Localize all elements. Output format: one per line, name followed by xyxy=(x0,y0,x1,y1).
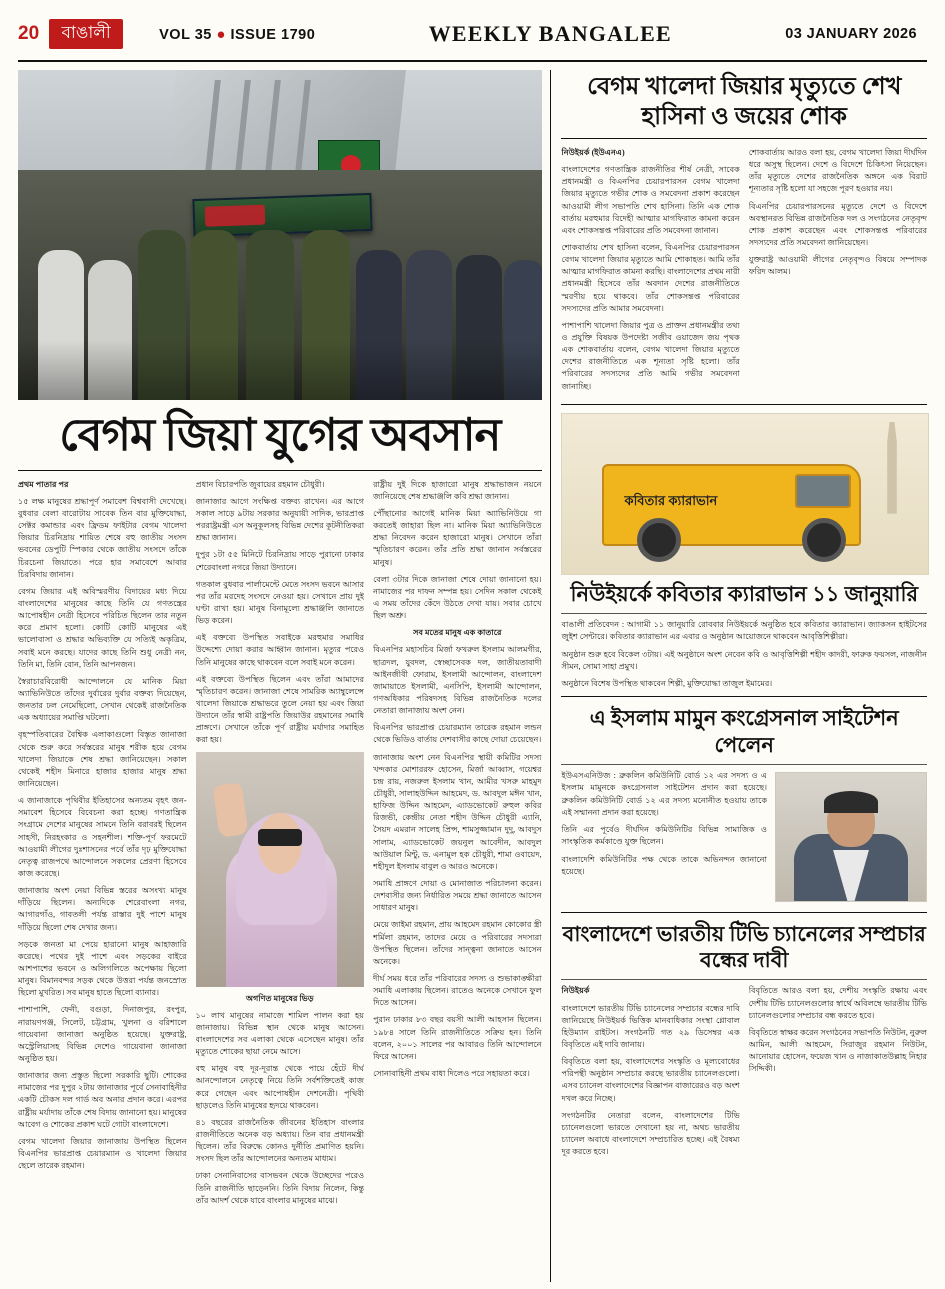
paragraph: বেগম খালেদা জিয়ার জানাজায় উপস্থিত ছিলেন বিএনপির ভারপ্রাপ্ত চেয়ারম্যান ও খালেদা জিয়ার ছেলে তারেক রহমান। xyxy=(18,1136,187,1171)
paragraph: এই বক্তব্যে উপস্থিত ছিলেন এবং তাঁরা আমাদের স্মৃতিচারণ করেন। জানাজা শেষে সামরিক অ্যাম্বুলেন্সে খালেদা জিয়াকে শ্রদ্ধাভরে তুলে নেয়া হয় এবং জিয়া উদ্যানে তাঁর স্বামী রাষ্ট্রপতি জিয়াউর রহমানের সমাধি প্রাঙ্গণে। সেখানে তাঁকে পূর্ণ রাষ্ট্রীয় মর্যাদার সমাহিত করা হয়। xyxy=(195,674,365,745)
column-continuation-note: প্রথম পাতার পর xyxy=(18,479,69,489)
mamun-portrait xyxy=(775,772,927,902)
publication-title: WEEKLY BANGALEE xyxy=(428,21,672,46)
paragraph: সড়কে জনতা মা পেয়ে হারানো মানুষ আহাজারি করেছে। পথের দুই পাশে এবং সড়কের বাইরে আশপাশের ভবনে ও অলিগলিতে অপেক্ষায় ছিলো মানুষ। বিমানবন্দর সড়ক থেকে উত্তরা পর্যন্ত জনস্রোত ছিলো মুখরিত। সব মানুষ হাতে ছিলো ব্যানার। xyxy=(18,939,187,998)
paragraph: বাংলাদেশের গণতান্ত্রিক রাজনীতির শীর্ষ নেত্রী, সাবেক প্রধানমন্ত্রী ও বিএনপির চেয়ারপারসন বেগম খালেদা জিয়ার মৃত্যুতে গভীর শোক ও সমবেদনা প্রকাশ করেছেন আওয়ামী লীগ সভাপতি শেখ হাসিনা। তিনি এক শোক বার্তায় মরহুমার বিদেহী আত্মার মাগফিরাত কামনা করেন এবং শোকসন্তপ্ত পরিবারের প্রতি সমবেদনা জানান। xyxy=(561,165,740,235)
story3-headline: এ ইসলাম মামুন কংগ্রেসনাল সাইটেশন পেলেন xyxy=(589,706,899,757)
van-wheel xyxy=(637,518,681,562)
volume-label: VOL 35 xyxy=(159,26,212,43)
page-body xyxy=(18,70,927,1282)
paragraph: এই বক্তব্যে উপস্থিত সবাইকে মরহুমার সমাধির উদ্দেশ্যে দোয়া করার আহ্বান জানান। মৃত্যুর পরেও তিনি মানুষের কাছে থাকবেন বলে সবাই মনে করেন। xyxy=(195,633,365,667)
story1-column-1 xyxy=(561,147,739,398)
paragraph: বাংলাদেশে ভারতীয় টিভি চ্যানেলের সম্প্রচার বন্ধের দাবি জানিয়েছে নিউইয়র্ক ভিত্তিক মানবাধিকার সংস্থা গ্লোবাল হিউম্যান রাইটস। সংগঠনটি গত ২৯ ডিসেম্বর এক বিবৃতিতে এই দাবি জানায়। xyxy=(561,1003,740,1049)
page-number: 20 xyxy=(18,23,40,44)
khaleda-zia-portrait xyxy=(196,752,365,987)
story-column-2 xyxy=(196,479,365,1212)
story2-rule xyxy=(561,613,927,614)
paragraph: সোনাবাহিনী প্রথম বাধা দিলেও পরে সহায়তা করে। xyxy=(373,1068,530,1078)
photo-shade xyxy=(18,340,542,400)
paragraph: ১৫ লক্ষ মানুষের শ্রদ্ধাপূর্ণ সমাবেশ বিশ্ববাসী দেখেছে। বুধবার বেলা বারোটায় সাবেক তিন বার মুক্তিযোদ্ধা, সেক্টর কমান্ডার এবং ফ্রিডম ফাইটার বেগম খালেদা জিয়ার চিরনিদ্রায় শায়িত শেষে বহু জাতীয় সংসদ ভবনের ডেপুটি স্পিকার থেকে জাতীয় সংসদে তাঁকে চিরচেনা জিয়াতে। পরে হার সমাবেশে আবার চিরবিদায় জানান। xyxy=(18,496,187,579)
story1-body xyxy=(561,147,927,398)
paragraph: বৃহস্পতিবারের বৈশ্বিক এলাকাগুলো বিস্তৃত জানাজা থেকে শুরু করে সর্বস্তরের মানুষ শরীক হয়ে বেগম খালেদা জিয়াকে শেষ শ্রদ্ধা জানিয়েছেন। সকাল থেকেই শহীদ মিনারে হাজার হাজার মানুষ শ্রদ্ধা জানিয়েছেন। xyxy=(18,730,187,788)
paragraph: পৌঁছানোর আগেই মানিক মিয়া অ্যাভিনিউয়ে গা করতেই জাহারা ছিল না। মানিক মিয়া অ্যাভিনিউতে শ্রদ্ধা নিবেদন করেন হাজারো মানুষ। সেখানে তাঁরা স্মৃতিচারণ করেন। তাঁর প্রতি শ্রদ্ধা জানান সর্বস্তরের মানুষ। xyxy=(373,509,542,567)
section-rule-2 xyxy=(561,696,927,697)
paragraph: ঢাকা সেনানিবাসের বাসভবন থেকে উচ্ছেদের পরেও তিনি রাজনীতি ছাড়েননি। তিনি বিদায় নিলেন, কিন্তু তাঁর আদর্শ থেকে যাবে বাংলার মানুষের মাঝে। xyxy=(195,1171,365,1205)
paragraph: অনুষ্ঠান শুরু হবে বিকেল ৩টায়। এই অনুষ্ঠানে অংশ নেবেন কবি ও আবৃত্তিশিল্পী শহীদ কাদরী, ফারুক ফয়সল, নাজনীন সীমন, সোমা সাহা প্রমুখ। xyxy=(561,649,927,671)
paragraph: দীর্ঘ সময় ধরে তাঁর পরিবারের সদস্য ও শুভাকাঙ্ক্ষীরা সমাধি এলাকায় ছিলেন। রাতেও অনেকে সেখানে ফুল দিতে আসেন। xyxy=(373,973,542,1008)
story-column-1 xyxy=(18,479,187,1212)
main-column xyxy=(18,70,542,1282)
publication-logo: বাঙালী xyxy=(49,19,123,49)
story-column-3 xyxy=(373,479,542,1212)
paragraph: রাষ্ট্রীয় দুই দিকে হাজারো মানুষ শ্রদ্ধাভাজন নয়নে জানিয়েছে শেষ শ্রদ্ধাঞ্জলি কবি শ্রদ্ধা জানান। xyxy=(373,479,542,501)
paragraph: অনুষ্ঠানে বিশেষ উপস্থিত থাকবেন শিল্পী, মুক্তিযোদ্ধা তাজুল ইমামের। xyxy=(561,679,773,689)
dateline: নিউইয়র্ক xyxy=(561,986,590,996)
publication-date: 03 JANUARY 2026 xyxy=(785,26,917,42)
paragraph: দুপুর ১টা ৫৫ মিনিটে চিরনিদ্রায় সাড়ে পুরানো ঢাকার শেরেবাংলা নগরে জিয়া উদ্যানে। xyxy=(195,550,365,572)
paragraph: ১০ লাখ মানুষের নামাজে শামিল পালন করা হয় জানাজায়। বিভিন্ন স্থান থেকে মানুষ আসেন। বাংলাদেশের সব এলাকা থেকে এসেছেন মানুষ। তাঁর মৃত্যুতে শোকের ছায়া নেমে আসে। xyxy=(195,1010,365,1057)
van-wheel xyxy=(802,518,846,562)
story3-body xyxy=(561,770,927,906)
lead-headline: বেগম জিয়া যুগের অবসান xyxy=(59,410,501,460)
paragraph: বাংলাদেশি কমিউনিটির পক্ষ থেকে তাকে অভিনন্দন জানানো হয়েছে। xyxy=(561,854,767,876)
paragraph: বাঙালী প্রতিবেদন : আগামী ১১ জানুয়ারি রোববার নিউইয়র্কে অনুষ্ঠিত হবে কবিতার ক্যারাভান। জ্যাকসন হাইটসের জুইশ সেন্টারে। কবিতার ক্যারাভান এর এবার ও অনুষ্ঠান আয়োজনে থাকবেন আবৃত্তিশিল্পীরা। xyxy=(561,619,927,642)
paragraph: ৪১ বছরের রাজনৈতিক জীবনের ইতিহাস বাংলার রাজনীতিতে অনেক বড় অধ্যায়। তিন বার প্রধানমন্ত্রী ছিলেন। তাঁর বিরুদ্ধে কোনও দুর্নীতি প্রমাণিত হয়নি। সংসদ ছিল তাঁর আন্দোলনের অন্যতম মাধ্যম। xyxy=(195,1117,365,1164)
story4-rule xyxy=(561,979,927,980)
side-column xyxy=(550,70,927,1282)
portrait-hair xyxy=(824,791,878,813)
paragraph: জানাজায় অংশ নেন বিএনপির স্থায়ী কমিটির সদস্য খন্দকার মোশাররফ হোসেন, মির্জা আব্বাস, গয়েশ্বর চন্দ্র রায়, নজরুল ইসলাম খান, আমীর খসরু মাহমুদ চৌধুরী, সালাহউদ্দিন আহমেদ, ড. আবদুল মঈন খান, হাফিজ উদ্দিন আহমেদ, এ্যাডভোকেট রুহুল কবির রিজভী, কেন্দ্রীয় নেতা শহীদ উদ্দিন চৌধুরী এ্যানি, সৈয়দ এমরান সালেহ প্রিন্স, শামসুজ্জামান দুদু, আবদুস সালাম, এ্যাডভোকেট জয়নুল আবেদীন, আবদুল আউয়াল মিন্টু, ড. এনামুল হক চৌধুরী, শামা ওবায়েদ, শহীদুল ইসলাম বাবুল ও আরও অনেকে। xyxy=(373,752,542,871)
headline-rule xyxy=(18,470,542,471)
paragraph: পুরান ঢাকার ৮৩ বছর বয়সী আলী আহসান ছিলেন। ১৯৮৪ সালে তিনি রাজনীতিতে সক্রিয় হন। তিনি বলেন, ২০০১ সালের পর আবারও তিনি আন্দোলনে ফিরে আসেন। xyxy=(373,1015,542,1061)
paragraph: বিবৃতিতে স্বাক্ষর করেন সংগঠনের সভাপতি নিউটন, নুরুল আমিন, আলী আহমেদ, সিরাজুর রহমান নিউটন, আনোয়ার হোসেন, ফয়েজ খান ও নাজাকাতউল্লাহ নিহার সিদ্দিকী। xyxy=(748,1027,928,1074)
paragraph: বিবৃতিতে বলা হয়, বাংলাদেশের সংস্কৃতি ও মূল্যবোধের পরিপন্থী অনুষ্ঠান সম্প্রচার করছে ভারতীয় চ্যানেলগুলো। এসব চ্যানেল বাংলাদেশের বিজ্ঞাপন বাজারেরও বড় অংশ দখল করে নিচ্ছে। xyxy=(561,1057,740,1103)
paragraph: জানাজায় অংশ নেয়া বিভিন্ন স্তরের অসংখ্য মানুষ দাঁড়িয়ে ছিলেন। অন্যদিকে শেরেবাংলা নগর, আগারগাঁও, গাবতলী পর্যন্ত রাস্তার দুই পাশে মানুষ দাঁড়িয়ে ছিলো শেষ দেখার জন্য। xyxy=(18,886,187,932)
story4-column-1 xyxy=(561,985,739,1163)
paragraph: ইউএসএনিউজ : ব্রুকলিন কমিউনিটি বোর্ড ১২ এর সদস্য ও এ ইসলাম মামুনকে কংগ্রেসনাল সাইটেশন প্রদান করা হয়েছে। ব্রুকলিন কমিউনিটি বোর্ড ১২ এর সদস্য মনোনীত হওয়ায় তাকে এই সম্মাননা প্রদান করা হয়েছে। xyxy=(561,770,767,817)
story4-body xyxy=(561,985,927,1163)
paragraph: পাশাপাশি, ফেনী, বগুড়া, দিনাজপুর, রংপুর, নারায়ণগঞ্জ, সিলেট, চট্টগ্রাম, খুলনা ও বরিশালে গায়েবানা জানাজা অনুষ্ঠিত হয়েছে। যুক্তরাষ্ট্র, অস্ট্রেলিয়াসহ বিভিন্ন দেশেও গায়েবানা জানাজা অনুষ্ঠিত হয়। xyxy=(18,1005,187,1063)
story3-rule xyxy=(561,764,927,765)
paragraph: মেয়ে জাইমা রহমান, প্রায় আহমেদ রহমান কোকোর স্ত্রী শর্মিলা রহমান, তাদের মেয়ে ও পরিবারের সদস্যরা উপস্থিত ছিলেন। তাঁদের সান্ত্বনা জানাতে আসেন অনেকে। xyxy=(373,920,542,966)
paragraph: বেগম জিয়ার এই অবিস্মরণীয় বিদায়ের মধ্য দিয়ে বাংলাদেশের মানুষের কাছে তিনি যে গণতন্ত্রের আপোষহীন নেত্রী হিসেবে পরিচিত ছিলেন তার নতুন করে প্রমাণ হলো। কোটি কোটি মানুষের এই ভালোবাসা ও শ্রদ্ধার অভিব্যক্তি যে সত্যিই অকৃত্রিম, সবাই মনে করছে। যাদের কাছে তিনি শুধু নেত্রী নন, তিনি মা, তিনি বোন, তিনি আপনজন। xyxy=(18,586,187,669)
paragraph: বিবৃতিতে আরও বলা হয়, দেশীয় সংস্কৃতি রক্ষায় এবং দেশীয় টিভি চ্যানেলগুলোর স্বার্থে অবিলম্বে ভারতীয় টিভি চ্যানেলগুলোর সম্প্রচার বন্ধ করতে হবে। xyxy=(748,986,928,1020)
paragraph: বিএনপির মহাসচিব মির্জা ফখরুল ইসলাম আলমগীর, ছাত্রদল, যুবদল, স্বেচ্ছাসেবক দল, জাতীয়তাবাদী আইনজীবী ফোরাম, ইসলামী আন্দোলন, বাংলাদেশ জামায়াতে ইসলামী, এনসিপি, ইসলামী আন্দোলন, গণঅধিকার পরিষদসহ বিভিন্ন রাজনৈতিক দলের নেতারা জানাজায় অংশ নেন। xyxy=(373,645,542,716)
paragraph: শোকবার্তায় শেখ হাসিনা বলেন, বিএনপির চেয়ারপারসন বেগম খালেদা জিয়ার মৃত্যুতে আমি শোকাহত। আমি তাঁর আত্মার মাগফিরাত কামনা করছি। বাংলাদেশের প্রথম নারী প্রধানমন্ত্রী হিসেবে তাঁর অবদান দেশের রাজনীতিতে স্মরণীয় হয়ে থাকবে। তাঁর শোকসন্তপ্ত পরিবারের সদস্যদের প্রতি আমার সমবেদনা। xyxy=(561,242,740,313)
story4-headline: বাংলাদেশে ভারতীয় টিভি চ্যানেলের সম্প্রচার বন্ধের দাবী xyxy=(562,921,926,973)
paragraph: যুক্তরাষ্ট্র আওয়ামী লীগের নেতৃবৃন্দও বিষয়ে সম্পাদক ফরিদ আলম। xyxy=(748,255,928,277)
lead-story-columns xyxy=(18,479,542,1212)
dateline: নিউইয়র্ক (ইউএনএ) xyxy=(561,148,625,157)
paragraph: এ জানাজাকে পৃথিবীর ইতিহাসের অন্যতম বৃহৎ জন-সমাবেশ হিসেবে বিবেচনা করা হচ্ছে। গণতান্ত্রিক সংগ্রামে দেশের মানুষের সামনে তিনি বরাবরই ছিলেন সাহসী, নিরহংকার ও সহনশীল। শক্তি-পূর্ণ ফরমেটে আওয়ামী লীগের দুঃশাসনের পর্বে তাঁর দৃঢ় মুক্তিযোদ্ধা নেতৃত্ব রাজপথে আন্দোলনে সকলের প্রেরণা হিসেবে কাজ করেছে। xyxy=(18,796,187,878)
paragraph: সমাধি প্রাঙ্গণে দোয়া ও মোনাজাত পরিচালনা করেন। দেশবাসীর জন্য নির্ধারিত সময়ে শ্রদ্ধা জানাতে আসেন সাধারণ মানুষ। xyxy=(373,878,542,913)
paragraph: শোকবার্তায় আরও বলা হয়, বেগম খালেদা জিয়া দীর্ঘদিন ধরে অসুস্থ ছিলেন। দেশে ও বিদেশে চিকিৎসা নিয়েছেন। তাঁর মৃত্যুতে দেশের রাজনৈতিক অঙ্গনে এক বিরাট শূন্যতার সৃষ্টি হলো যা সহজে পূরণ হওয়ার নয়। xyxy=(748,148,928,194)
story4-column-2 xyxy=(749,985,927,1163)
subheading: অগণিত মানুষের ভিড় xyxy=(245,993,314,1003)
sunglasses-icon xyxy=(258,829,302,845)
story1-rule xyxy=(561,138,927,139)
van-label: কবিতার ক্যারাভান xyxy=(624,492,718,508)
paragraph: তিনি এর পূর্বেও দীর্ঘদিন কমিউনিটির বিভিন্ন সামাজিক ও সাংস্কৃতিক কর্মকাণ্ডে যুক্ত ছিলেন। xyxy=(561,825,767,847)
story2-body xyxy=(561,619,927,690)
story2-headline: নিউইয়র্কে কবিতার ক্যারাভান ১১ জানুয়ারি xyxy=(570,581,919,606)
paragraph: বিএনপির চেয়ারপারসনের মৃত্যুতে দেশে ও বিদেশে অবস্থানরত বিভিন্ন রাজনৈতিক দল ও সংগঠনের নেতৃবৃন্দ শোক প্রকাশ করেছেন এবং শোকসন্তপ্ত পরিবারের সদস্যদের প্রতি সমবেদনা জানিয়েছেন। xyxy=(748,201,928,247)
van-window xyxy=(795,474,851,508)
funeral-photo xyxy=(18,70,542,400)
story1-column-2 xyxy=(749,147,927,398)
issue-label: ISSUE 1790 xyxy=(230,26,316,43)
section-rule-1 xyxy=(561,404,927,405)
paragraph: গতকাল বুধবার পার্লামেন্টে মেতে সংসদ ভবনে আসার পর তাঁর মরদেহ সংসদে নেওয়া হয়। সেখানে প্রায় দুই ঘণ্টা রাখা হয়। মানুষ বিনামূল্যে শ্রদ্ধাঞ্জলি জানাতে ভিড় করেন। xyxy=(195,579,365,626)
caravan-photo xyxy=(561,413,929,575)
masthead xyxy=(18,14,927,62)
volume-issue xyxy=(159,26,315,43)
paragraph: জানাজার জন্য প্রস্তুত ছিলো সরকারি ছুটি। শোকের নামাজের পর দুপুর ২টায় জানাজার পূর্বে সেনাবাহিনীর একটি চৌকস দল গার্ড অব অনার প্রদান করে। এরপর রাষ্ট্রীয় মর্যাদায় তাঁকে শেষ বিদায় জানানো হয়। মানুষের আবেগ ও শোকের প্রকাশ ঘটে গোটা বাংলাদেশে। xyxy=(18,1071,187,1129)
story1-headline: বেগম খালেদা জিয়ার মৃত্যুতে শেখ হাসিনা ও জয়ের শোক xyxy=(587,74,902,130)
column-gutter xyxy=(542,70,551,1282)
paragraph: সংগঠনটির নেতারা বলেন, বাংলাদেশের টিভি চ্যানেলগুলো ভারতে দেখানো হয় না, অথচ ভারতীয় চ্যানেল অবাধে বাংলাদেশে সম্প্রচারিত হচ্ছে। এই বৈষম্য দূর করতে হবে। xyxy=(561,1110,740,1157)
paragraph: পাশাপাশি খালেদা জিয়ার পুত্র ও প্রাক্তন প্রধানমন্ত্রীর তথ্য ও প্রযুক্তি বিষয়ক উপদেষ্টা সজীব ওয়াজেদ জয় পৃথক এক শোকবার্তায় বলেন, বেগম খালেদা জিয়ার মৃত্যুতে দেশের রাজনীতিতে এক শূন্যতা সৃষ্টি হলো। তাঁর পরিবারের সদস্যদের প্রতি আমি গভীর সমবেদনা জানাচ্ছি। xyxy=(561,320,740,391)
paragraph: প্রধান বিচারপতি জুবায়ের রহমান চৌধুরী। xyxy=(195,479,325,489)
paragraph: বিএনপির ভারপ্রাপ্ত চেয়ারম্যান তারেক রহমান লন্ডন থেকে ভিডিও বার্তায় দেশবাসীর কাছে দোয়া চেয়েছেন। xyxy=(373,723,542,745)
bullet-icon: ● xyxy=(216,25,226,43)
subheading: সব মতের মানুষ এক কাতারে xyxy=(413,628,502,638)
paragraph: জানাজার আগে সংক্ষিপ্ত বক্তব্য রাখেন। এর আগে সকাল সাড়ে ৯টায় সরকার অনুযায়ী সাদিক, ভারপ্রাপ্ত পররাষ্ট্রমন্ত্রী এস অনুকূলসহ বিভিন্ন দেশের কূটনীতিকরা শ্রদ্ধা জানান। xyxy=(195,496,365,543)
section-rule-3 xyxy=(561,912,927,913)
paragraph: স্বৈরাচারবিরোধী আন্দোলনে যে মানিক মিয়া অ্যাভিনিউতে তাঁদের দুর্বারের দুর্বার বক্তব্য দিয়েছেন, জনতার ঢল নেমেছিলো, সেখান থেকেই রাজনৈতিক এক অধ্যায়ের সমাপ্তি ঘটলো। xyxy=(18,676,187,723)
paragraph: বেলা ৩টার দিকে জানাজা শেষে দোয়া জানানো হয়। নামাজের পর দাফন সম্পন্ন হয়। সেদিন সকাল থেকেই এ সময় তাঁদের কেঁদে উঠতে দেখা যায়। সবার চোখে ছিল অশ্রু। xyxy=(373,574,542,621)
paragraph: বহু মানুষ বহু দূর-দূরান্ত থেকে পায়ে হেঁটে দীর্ঘ আনন্দোলনে নেতৃত্বে নিয়ে তিনি সর্বশক্তিতেই কাজ করে গেছেন এবং আপোষহীন দেশনেত্রী। পৃথিবী ছাড়লেও তিনি মানুষের হৃদয়ে থাকবেন। xyxy=(195,1064,365,1110)
